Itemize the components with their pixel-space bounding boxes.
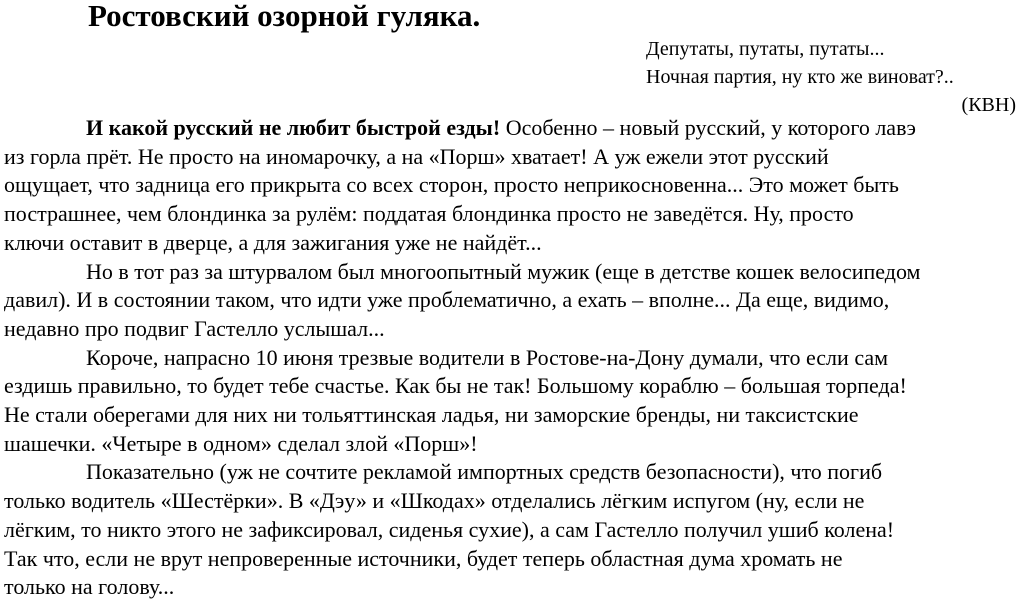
article-body (4, 114, 1033, 602)
epigraph (646, 35, 1016, 119)
paragraph-4: Показательно (уж не сочтите рекламой импортных средств безопасности), что погиб только водитель «Шестёрки». В «Дэу» и «Шкодах» отделались лёгким испугом (ну, если не лёгким, то никто этого не зафиксировал, сиденья сухие), а сам Гастелло получил ушиб колена! Так что, если не врут непроверенные источники, будет теперь областная дума хромать не только на голову... (4, 459, 895, 600)
paragraph-1 (4, 114, 1033, 258)
article-title: Ростовский озорной гуляка. (88, 0, 481, 33)
paragraph-lead: И какой русский не любит быстрой езды! (86, 115, 501, 140)
epigraph-source: (КВН) (961, 94, 1016, 116)
paragraph-2: Но в тот раз за штурвалом был многоопытный мужик (еще в детстве кошек велосипедом давил). И в состоянии таком, что идти уже проблематично, а ехать – вполне... Да еще, видимо, недавно про подвиг Гастелло услышал... (4, 258, 921, 341)
paragraph-text: Особенно – новый русский, у которого лавэ из горла прёт. Не просто на иномарочку, а на «Порш» хватает! А уж ежели этот русский ощущает, что задница его прикрыта со всех сторон, просто неприкосновенна... Это может быть пострашнее, чем блондинка за рулём: поддатая блондинка просто не заведётся. Ну, просто ключи оставит в дверце, а для зажигания уже не найдёт... (4, 115, 916, 255)
epigraph-line-2: Ночная партия, ну кто же виноват?.. (646, 66, 954, 88)
epigraph-line-1: Депутаты, путаты, путаты... (646, 38, 885, 60)
paragraph-3: Короче, напрасно 10 июня трезвые водители в Ростове-на-Дону думали, что если сам ездишь правильно, то будет тебе счастье. Как бы не так! Большому кораблю – большая торпеда! Не стали оберегами для них ни тольяттинская ладья, ни заморские бренды, ни таксистские шашечки. «Четыре в одном» сделал злой «Порш»! (4, 344, 907, 456)
